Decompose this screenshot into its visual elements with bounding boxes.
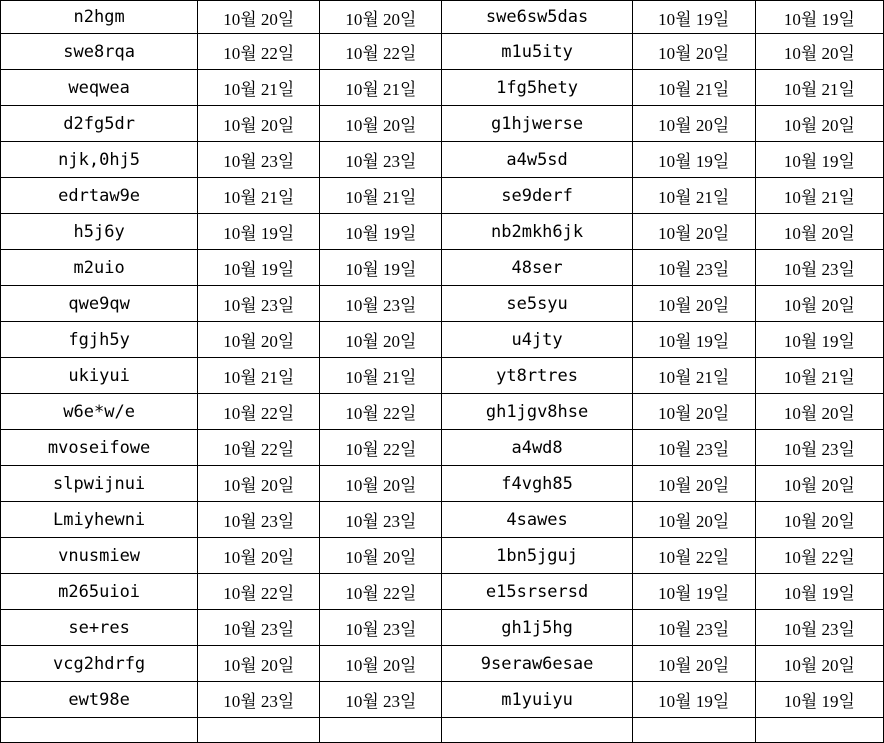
table-cell-name: a4w5sd bbox=[442, 142, 632, 178]
table-cell-date: 10월 19일 bbox=[632, 322, 755, 358]
table-cell-name: Lmiyhewni bbox=[1, 502, 198, 538]
table-cell-date: 10월 21일 bbox=[320, 70, 442, 106]
table-cell-date: 10월 20일 bbox=[632, 394, 755, 430]
table-cell-date: 10월 21일 bbox=[632, 70, 755, 106]
table-cell-date: 10월 19일 bbox=[755, 682, 883, 718]
table-cell-date: 10월 23일 bbox=[320, 142, 442, 178]
table-row bbox=[1, 358, 884, 394]
table-cell-name: 1bn5jguj bbox=[442, 538, 632, 574]
table-cell-date: 10월 19일 bbox=[755, 574, 883, 610]
table-row bbox=[1, 214, 884, 250]
table-cell-name: se9derf bbox=[442, 178, 632, 214]
table-cell-date: 10월 23일 bbox=[755, 610, 883, 646]
table-cell-date: 10월 19일 bbox=[198, 214, 320, 250]
table-cell-date: 10월 21일 bbox=[320, 358, 442, 394]
table-cell-name: g1hjwerse bbox=[442, 106, 632, 142]
table-cell-date: 10월 23일 bbox=[198, 502, 320, 538]
table-cell-date: 10월 20일 bbox=[755, 34, 883, 70]
table-cell-date: 10월 20일 bbox=[755, 106, 883, 142]
table-cell-name: se5syu bbox=[442, 286, 632, 322]
table-cell-date: 10월 22일 bbox=[320, 574, 442, 610]
table-cell-date: 10월 20일 bbox=[198, 1, 320, 34]
table-cell-date bbox=[632, 718, 755, 743]
table-cell-date: 10월 22일 bbox=[198, 34, 320, 70]
table-row bbox=[1, 538, 884, 574]
table-cell-date: 10월 22일 bbox=[198, 574, 320, 610]
table-cell-name: u4jty bbox=[442, 322, 632, 358]
table-cell-date: 10월 22일 bbox=[320, 430, 442, 466]
table-cell-date: 10월 20일 bbox=[755, 214, 883, 250]
table-cell-name: e15srsersd bbox=[442, 574, 632, 610]
table-cell-date: 10월 19일 bbox=[632, 574, 755, 610]
table-row bbox=[1, 34, 884, 70]
table-cell-date: 10월 23일 bbox=[632, 610, 755, 646]
table-row bbox=[1, 502, 884, 538]
table-cell-name: 9seraw6esae bbox=[442, 646, 632, 682]
table-cell-date: 10월 20일 bbox=[632, 106, 755, 142]
table-cell-date: 10월 23일 bbox=[632, 250, 755, 286]
table-cell-name: fgjh5y bbox=[1, 322, 198, 358]
table-cell-date: 10월 20일 bbox=[320, 466, 442, 502]
table-cell-date: 10월 20일 bbox=[632, 646, 755, 682]
table-cell-name: m265uioi bbox=[1, 574, 198, 610]
table-cell-date: 10월 20일 bbox=[198, 106, 320, 142]
table-row bbox=[1, 178, 884, 214]
table-row bbox=[1, 142, 884, 178]
table-cell-date: 10월 22일 bbox=[320, 394, 442, 430]
table-cell-name: n2hgm bbox=[1, 1, 198, 34]
table-cell-name: m2uio bbox=[1, 250, 198, 286]
table-cell-name: yt8rtres bbox=[442, 358, 632, 394]
table-cell-date: 10월 21일 bbox=[198, 178, 320, 214]
table-cell-date: 10월 20일 bbox=[755, 646, 883, 682]
table-cell-name: qwe9qw bbox=[1, 286, 198, 322]
table-cell-name: mvoseifowe bbox=[1, 430, 198, 466]
table-cell-date: 10월 20일 bbox=[320, 106, 442, 142]
table-cell-date: 10월 21일 bbox=[320, 178, 442, 214]
table-cell-name: h5j6y bbox=[1, 214, 198, 250]
table-cell-date bbox=[198, 718, 320, 743]
table-row bbox=[1, 646, 884, 682]
table-cell-date: 10월 21일 bbox=[198, 358, 320, 394]
table-cell-date: 10월 23일 bbox=[320, 286, 442, 322]
table-cell-date: 10월 22일 bbox=[198, 430, 320, 466]
table-row bbox=[1, 430, 884, 466]
table-cell-date: 10월 20일 bbox=[755, 466, 883, 502]
table-row bbox=[1, 250, 884, 286]
table-cell-date: 10월 23일 bbox=[320, 502, 442, 538]
table-cell-date: 10월 20일 bbox=[198, 646, 320, 682]
table-row bbox=[1, 286, 884, 322]
table-cell-date: 10월 23일 bbox=[755, 430, 883, 466]
table-cell-name: d2fg5dr bbox=[1, 106, 198, 142]
table-cell-date: 10월 23일 bbox=[198, 682, 320, 718]
table-cell-name: f4vgh85 bbox=[442, 466, 632, 502]
table-cell-date: 10월 20일 bbox=[755, 502, 883, 538]
table-cell-date: 10월 19일 bbox=[632, 682, 755, 718]
table-cell-name: w6e*w/e bbox=[1, 394, 198, 430]
table-row bbox=[1, 1, 884, 34]
table-cell-date: 10월 19일 bbox=[320, 214, 442, 250]
table-cell-date: 10월 23일 bbox=[320, 610, 442, 646]
table-row bbox=[1, 718, 884, 743]
table-cell-name: ewt98e bbox=[1, 682, 198, 718]
table-cell-date: 10월 20일 bbox=[755, 286, 883, 322]
table-cell-name: slpwijnui bbox=[1, 466, 198, 502]
table-cell-date: 10월 20일 bbox=[632, 466, 755, 502]
table-cell-name: swe6sw5das bbox=[442, 1, 632, 34]
table-cell-name bbox=[442, 718, 632, 743]
table-cell-name: edrtaw9e bbox=[1, 178, 198, 214]
table-cell-name bbox=[1, 718, 198, 743]
table-cell-name: 48ser bbox=[442, 250, 632, 286]
table-cell-name: a4wd8 bbox=[442, 430, 632, 466]
table-cell-date: 10월 23일 bbox=[320, 682, 442, 718]
table-cell-date: 10월 20일 bbox=[755, 394, 883, 430]
table-cell-date: 10월 20일 bbox=[320, 646, 442, 682]
table-cell-name: vnusmiew bbox=[1, 538, 198, 574]
table-cell-name: ukiyui bbox=[1, 358, 198, 394]
table-cell-name: se+res bbox=[1, 610, 198, 646]
table-cell-date: 10월 19일 bbox=[755, 322, 883, 358]
table-row bbox=[1, 574, 884, 610]
table-cell-date: 10월 21일 bbox=[198, 70, 320, 106]
table-cell-date: 10월 19일 bbox=[755, 1, 883, 34]
table-row bbox=[1, 394, 884, 430]
table-cell-date: 10월 21일 bbox=[755, 70, 883, 106]
table-cell-date: 10월 22일 bbox=[320, 34, 442, 70]
table-cell-date: 10월 20일 bbox=[632, 34, 755, 70]
table-cell-date: 10월 23일 bbox=[198, 286, 320, 322]
table-row bbox=[1, 466, 884, 502]
table-cell-name: 4sawes bbox=[442, 502, 632, 538]
table-cell-date: 10월 20일 bbox=[320, 1, 442, 34]
table-cell-date: 10월 21일 bbox=[755, 178, 883, 214]
table-row bbox=[1, 106, 884, 142]
table-cell-date: 10월 20일 bbox=[198, 322, 320, 358]
table-cell-name: weqwea bbox=[1, 70, 198, 106]
table-cell-date: 10월 20일 bbox=[320, 322, 442, 358]
table-cell-date: 10월 23일 bbox=[198, 142, 320, 178]
table-cell-date: 10월 21일 bbox=[755, 358, 883, 394]
table-cell-date: 10월 23일 bbox=[755, 250, 883, 286]
table-cell-date: 10월 19일 bbox=[320, 250, 442, 286]
table-cell-date: 10월 22일 bbox=[632, 538, 755, 574]
table-cell-date: 10월 19일 bbox=[632, 142, 755, 178]
table-cell-date: 10월 19일 bbox=[755, 142, 883, 178]
table-cell-date: 10월 20일 bbox=[632, 502, 755, 538]
table-cell-name: m1yuiyu bbox=[442, 682, 632, 718]
table-cell-date: 10월 22일 bbox=[198, 394, 320, 430]
table-row bbox=[1, 682, 884, 718]
table-cell-date bbox=[755, 718, 883, 743]
table-cell-name: nb2mkh6jk bbox=[442, 214, 632, 250]
table-cell-name: gh1jgv8hse bbox=[442, 394, 632, 430]
table-cell-name: 1fg5hety bbox=[442, 70, 632, 106]
table-cell-date: 10월 21일 bbox=[632, 358, 755, 394]
table-row bbox=[1, 70, 884, 106]
table-cell-date: 10월 19일 bbox=[198, 250, 320, 286]
table-body bbox=[1, 1, 884, 743]
table-cell-date: 10월 20일 bbox=[198, 466, 320, 502]
table-cell-name: vcg2hdrfg bbox=[1, 646, 198, 682]
table-cell-date: 10월 21일 bbox=[632, 178, 755, 214]
table-cell-date: 10월 20일 bbox=[632, 214, 755, 250]
table-row bbox=[1, 610, 884, 646]
table-cell-name: njk,0hj5 bbox=[1, 142, 198, 178]
table-cell-date bbox=[320, 718, 442, 743]
table-cell-name: swe8rqa bbox=[1, 34, 198, 70]
table-cell-date: 10월 23일 bbox=[632, 430, 755, 466]
table-row bbox=[1, 322, 884, 358]
table-cell-date: 10월 22일 bbox=[755, 538, 883, 574]
table-cell-date: 10월 20일 bbox=[320, 538, 442, 574]
table-cell-date: 10월 20일 bbox=[632, 286, 755, 322]
table-cell-name: m1u5ity bbox=[442, 34, 632, 70]
table-cell-date: 10월 20일 bbox=[198, 538, 320, 574]
table-cell-name: gh1j5hg bbox=[442, 610, 632, 646]
table-cell-date: 10월 23일 bbox=[198, 610, 320, 646]
table-cell-date: 10월 19일 bbox=[632, 1, 755, 34]
